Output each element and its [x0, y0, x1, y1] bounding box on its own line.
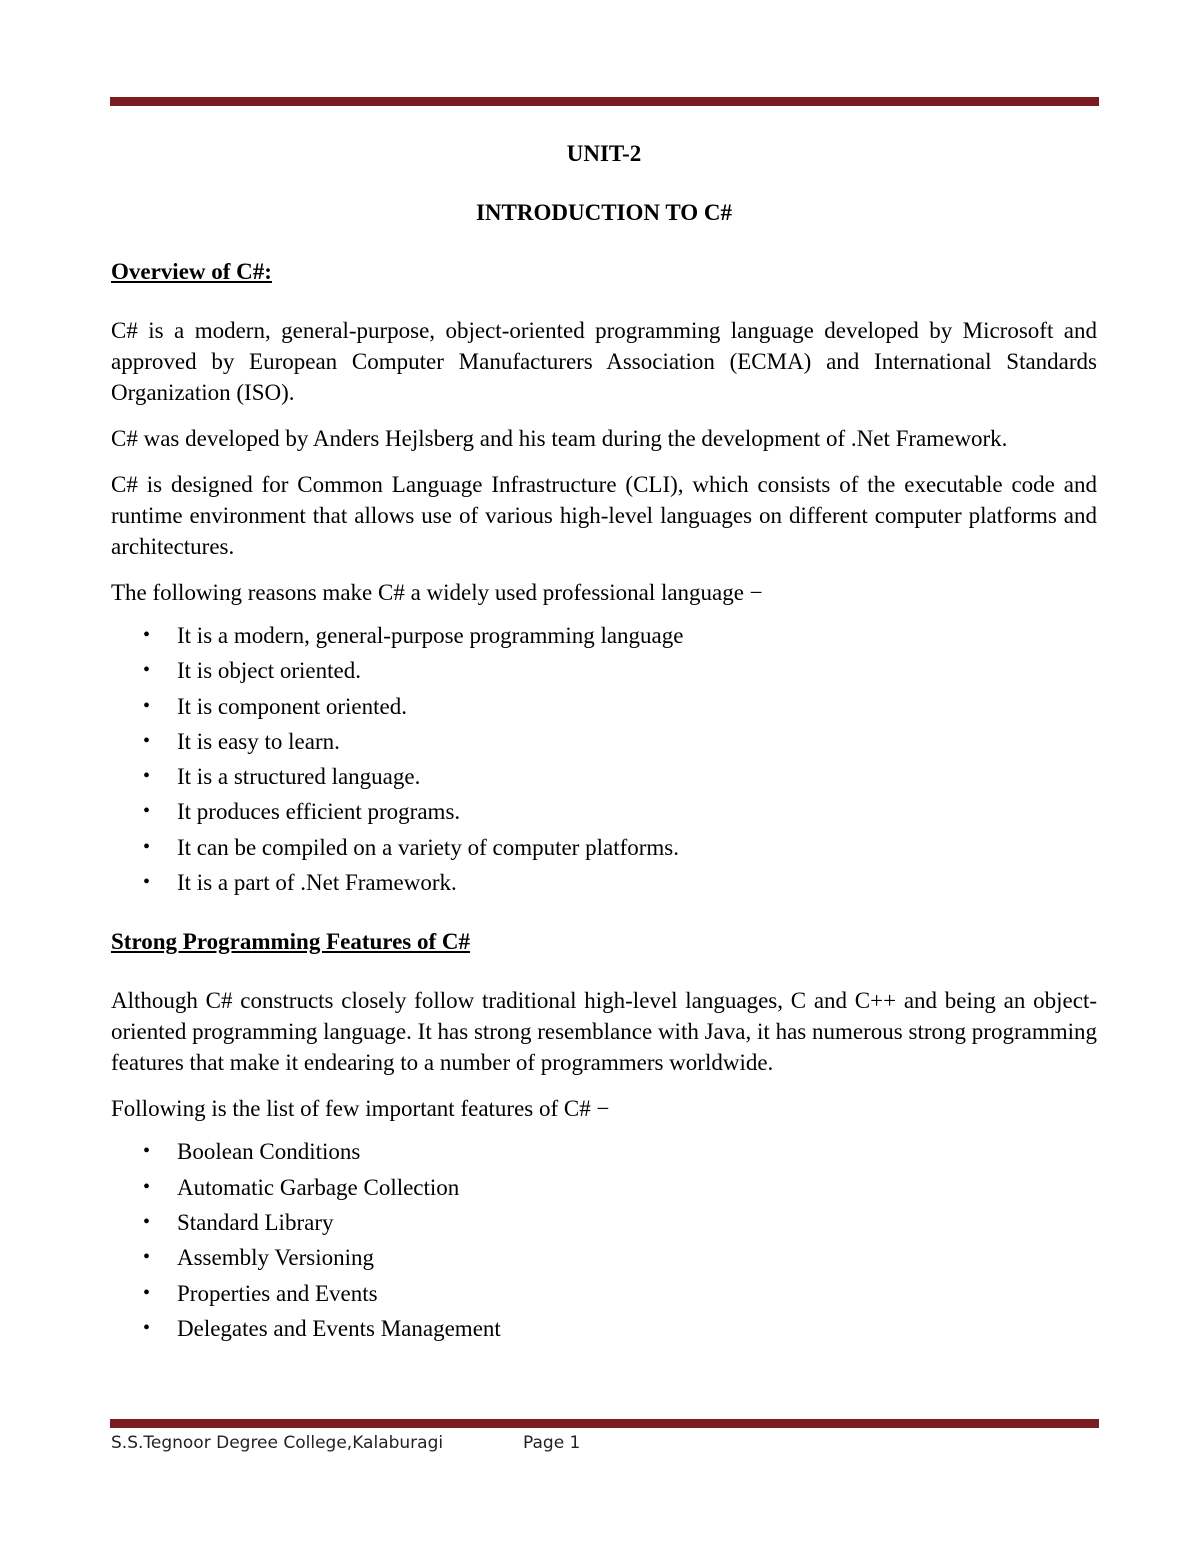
list-item: • Boolean Conditions	[111, 1134, 1097, 1169]
list-item: • It is object oriented.	[111, 653, 1097, 688]
overview-heading: Overview of C#:	[111, 259, 272, 284]
page-title: INTRODUCTION TO C#	[475, 200, 733, 225]
features-paragraph: Following is the list of few important features of C# −	[111, 1096, 610, 1122]
header-rule	[110, 97, 1099, 106]
page-number: Page 1	[523, 1433, 581, 1453]
page-content	[111, 138, 1097, 1361]
list-item: • Standard Library	[111, 1205, 1097, 1240]
list-item: • It is a part of .Net Framework.	[111, 865, 1097, 900]
features-list	[111, 1134, 1097, 1346]
overview-paragraph: C# is designed for Common Language Infrastructure (CLI), which consists of the executable code and runtime environment that allows use of various high-level languages on different computer platforms and architectures.	[111, 472, 1097, 559]
college-name: S.S.Tegnoor Degree College,Kalaburagi	[111, 1433, 444, 1453]
list-item: • It is a structured language.	[111, 759, 1097, 794]
list-item: • It produces efficient programs.	[111, 794, 1097, 829]
list-item: • Properties and Events	[111, 1276, 1097, 1311]
list-item: • Assembly Versioning	[111, 1240, 1097, 1275]
overview-paragraph: The following reasons make C# a widely used professional language −	[111, 580, 763, 605]
list-item: • It is a modern, general-purpose programming language	[111, 618, 1097, 653]
list-item: • Automatic Garbage Collection	[111, 1170, 1097, 1205]
list-item: • It can be compiled on a variety of computer platforms.	[111, 830, 1097, 865]
features-paragraph: Although C# constructs closely follow traditional high-level languages, C and C++ and being an object-oriented programming language. It has strong resemblance with Java, it has numerous strong programming features that make it endearing to a number of programmers worldwide.	[111, 988, 1097, 1076]
overview-paragraph: C# is a modern, general-purpose, object-oriented programming language developed by Microsoft and approved by European Computer Manufacturers Association (ECMA) and International Standards Organization (ISO).	[111, 318, 1097, 405]
unit-label: UNIT-2	[566, 141, 642, 166]
reasons-list	[111, 618, 1097, 900]
list-item: • It is component oriented.	[111, 689, 1097, 724]
features-heading: Strong Programming Features of C#	[111, 929, 471, 955]
overview-paragraph: C# was developed by Anders Hejlsberg and his team during the development of .Net Framework.	[111, 426, 1008, 451]
footer-rule	[110, 1419, 1099, 1428]
list-item: • It is easy to learn.	[111, 724, 1097, 759]
list-item: • Delegates and Events Management	[111, 1311, 1097, 1346]
